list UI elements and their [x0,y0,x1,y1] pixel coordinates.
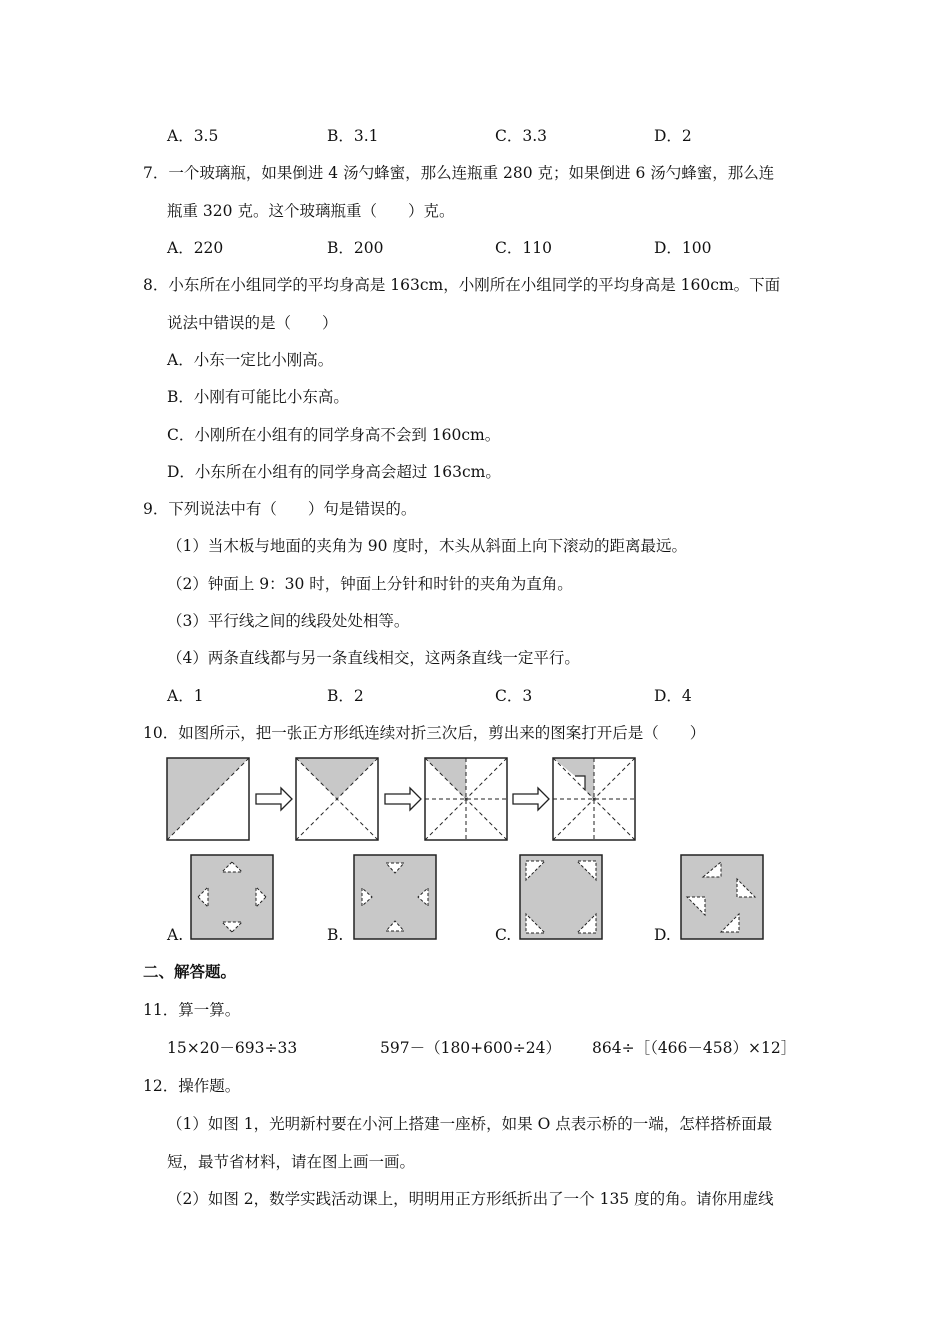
fold-step-1-square [167,758,249,840]
q9-item-2: （2）钟面上 9：30 时，钟面上分针和时针的夹角为直角。 [167,575,573,593]
q9-option-b[interactable]: B．2 [327,687,364,705]
section-2-title: 二、解答题。 [143,963,237,981]
q7-stem-line1: 7．一个玻璃瓶，如果倒进 4 汤勺蜂蜜，那么连瓶重 280 克；如果倒进 6 汤勺蜂蜜，那么连 [143,164,775,182]
q8-option-b[interactable]: B．小刚有可能比小东高。 [167,388,349,406]
fold-step-3-square [425,758,507,840]
q8-option-c[interactable]: C．小刚所在小组有的同学身高不会到 160cm。 [167,426,501,444]
q6-option-c[interactable]: C．3.3 [495,127,548,145]
q7-option-a[interactable]: A．220 [167,239,224,257]
q8-stem-line1: 8．小东所在小组同学的平均身高是 163cm，小刚所在小组同学的平均身高是 160cm。下面 [143,276,781,294]
q7-option-c[interactable]: C．110 [495,239,552,257]
q7-option-b[interactable]: B．200 [327,239,384,257]
q10-stem: 10．如图所示，把一张正方形纸连续对折三次后，剪出来的图案打开后是（ ） [143,724,706,742]
q9-item-1: （1）当木板与地面的夹角为 90 度时，木头从斜面上向下滚动的距离最远。 [167,537,687,555]
q12-part1-line2: 短，最节省材料，请在图上画一画。 [167,1153,416,1171]
q10-option-a-figure [191,855,273,939]
fold-step-2-square [296,758,378,840]
q10-option-d[interactable]: D. [654,926,671,944]
q7-stem-line2: 瓶重 320 克。这个玻璃瓶重（ ）克。 [167,202,455,220]
q10-option-b[interactable]: B. [327,926,344,944]
q12-part2-line1: （2）如图 2，数学实践活动课上，明明用正方形纸折出了一个 135 度的角。请你用虚线 [167,1190,774,1208]
q6-option-b[interactable]: B．3.1 [327,127,379,145]
q9-item-4: （4）两条直线都与另一条直线相交，这两条直线一定平行。 [167,649,580,667]
q8-option-a[interactable]: A．小东一定比小刚高。 [167,351,334,369]
q9-stem: 9．下列说法中有（ ）句是错误的。 [143,500,417,518]
arrow-icon-1 [256,788,292,810]
q11-expr-1: 15×20－693÷33 [167,1039,298,1057]
q8-option-d[interactable]: D．小东所在小组有的同学身高会超过 163cm。 [167,463,501,481]
q7-option-d[interactable]: D．100 [654,239,712,257]
q6-option-a[interactable]: A．3.5 [167,127,219,145]
q12-stem: 12．操作题。 [143,1077,241,1095]
q10-option-c[interactable]: C. [495,926,512,944]
q10-option-c-figure [520,855,602,939]
arrow-icon-2 [385,788,421,810]
q9-option-c[interactable]: C．3 [495,687,533,705]
q6-option-d[interactable]: D．2 [654,127,692,145]
q8-stem-line2: 说法中错误的是（ ） [167,314,338,332]
fold-step-4-square [553,758,635,840]
q10-option-a[interactable]: A. [167,926,184,944]
q10-option-b-figure [354,855,436,939]
q11-expr-2: 597－（180+600÷24） [380,1039,561,1057]
q10-option-d-figure [681,855,763,939]
arrow-icon-3 [513,788,549,810]
q9-option-d[interactable]: D．4 [654,687,692,705]
q12-part1-line1: （1）如图 1，光明新村要在小河上搭建一座桥，如果 O 点表示桥的一端，怎样搭桥面最 [167,1115,773,1133]
q9-item-3: （3）平行线之间的线段处处相等。 [167,612,410,630]
q11-stem: 11．算一算。 [143,1001,241,1019]
q11-expr-3: 864÷［（466－458）×12］ [592,1039,797,1057]
q9-option-a[interactable]: A．1 [167,687,204,705]
